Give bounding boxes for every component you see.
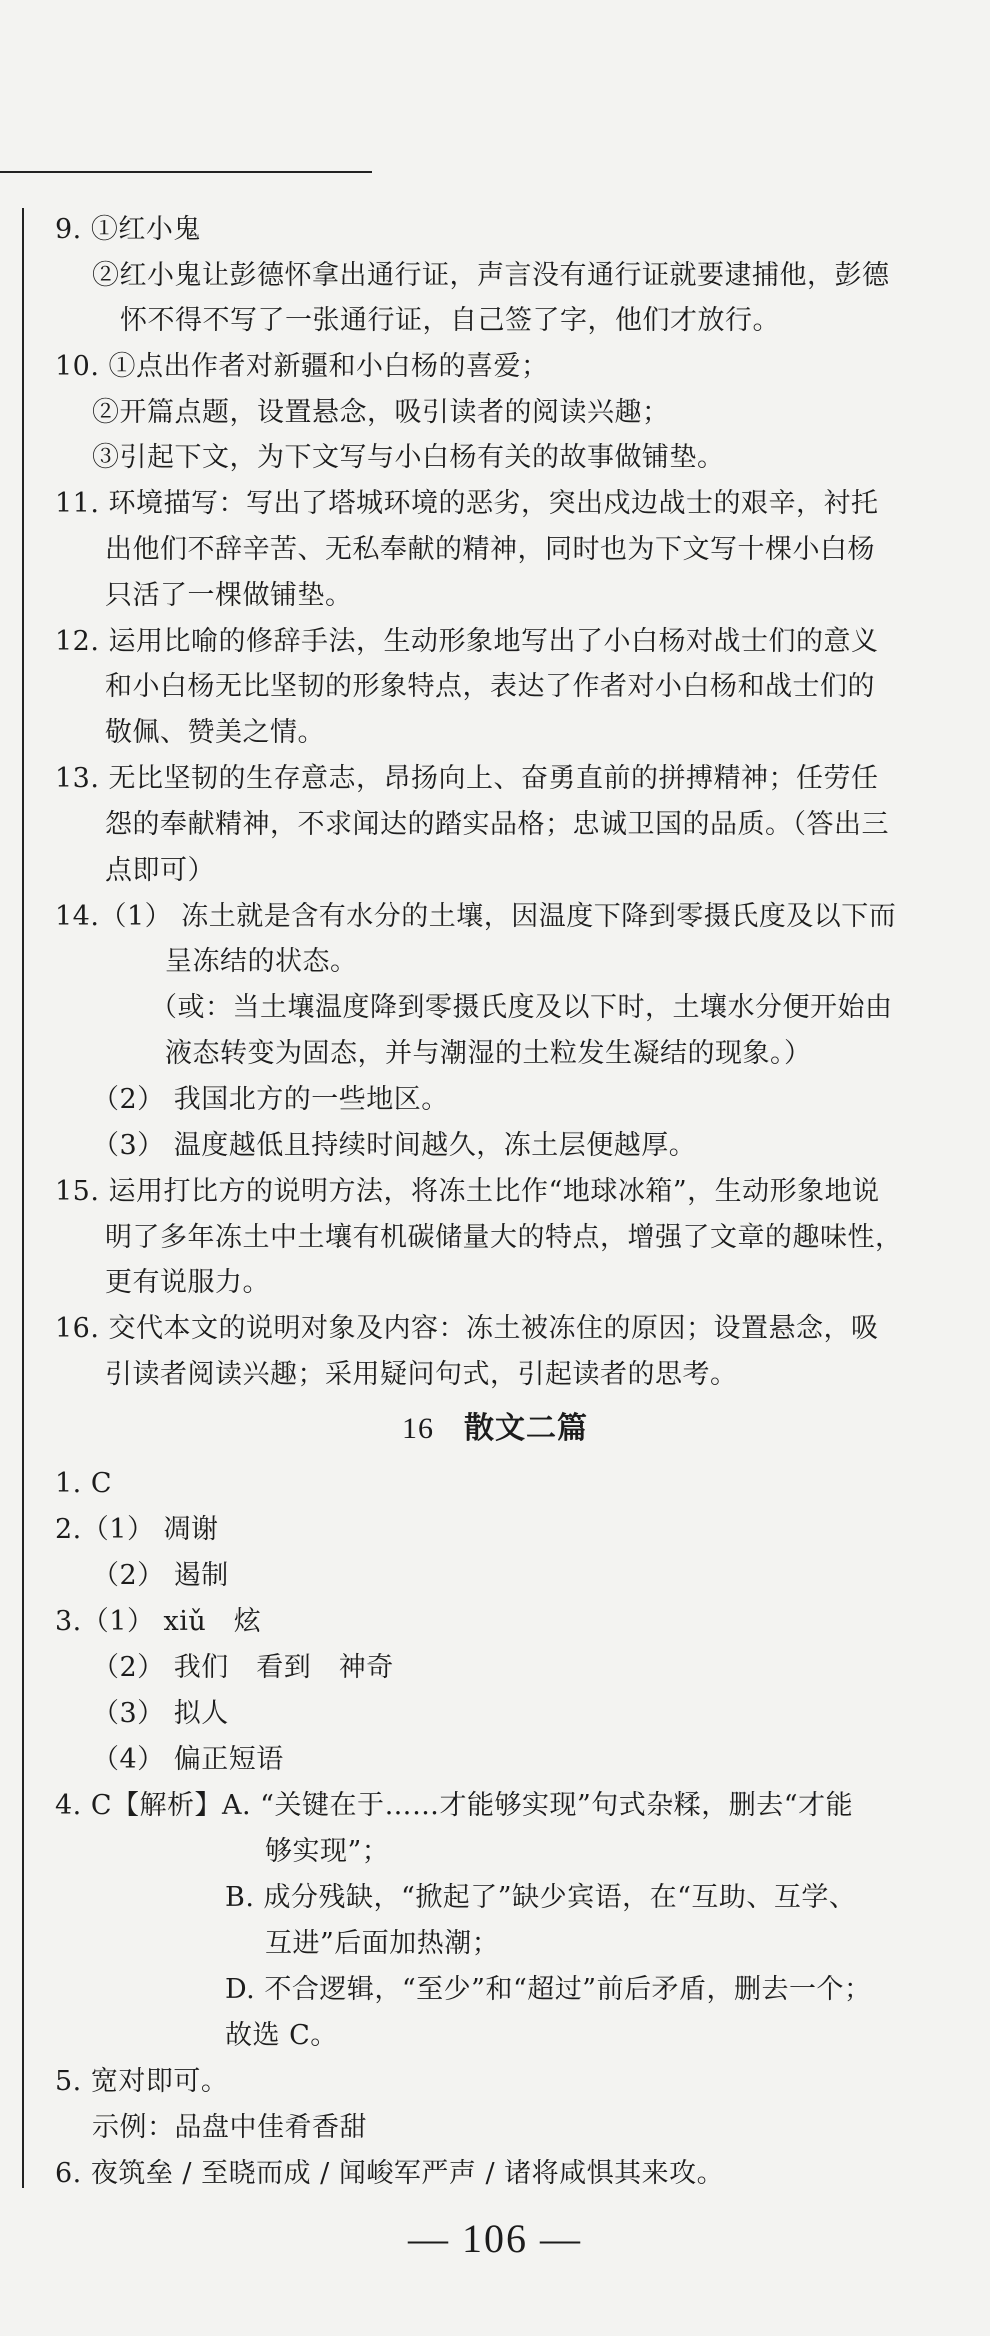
text-line: 示例：品盘中佳肴香甜 xyxy=(92,2112,367,2143)
text-line: 5. 宽对即可。 xyxy=(55,2066,229,2097)
text-line: 更有说服力。 xyxy=(105,1267,270,1298)
section-number: 16 xyxy=(402,1412,434,1445)
text-line: 16. 交代本文的说明对象及内容：冻土被冻住的原因；设置悬念，吸 xyxy=(55,1313,879,1344)
text-line: 够实现”； xyxy=(265,1836,390,1867)
text-line: （3） 拟人 xyxy=(92,1698,229,1729)
section-heading xyxy=(0,1410,990,1448)
text-line: 只活了一棵做铺垫。 xyxy=(105,580,353,611)
text-line: 11. 环境描写：写出了塔城环境的恶劣，突出戍边战士的艰辛，衬托 xyxy=(55,488,879,519)
text-line: 明了多年冻土中土壤有机碳储量大的特点，增强了文章的趣味性， xyxy=(105,1222,903,1253)
text-line: （4） 偏正短语 xyxy=(92,1744,284,1775)
text-line: 4. C【解析】A. “关键在于……才能够实现”句式杂糅，删去“才能 xyxy=(55,1790,854,1821)
text-line: （或：当土壤温度降到零摄氏度及以下时，土壤水分便开始由 xyxy=(150,992,893,1023)
text-line: ③引起下文，为下文写与小白杨有关的故事做铺垫。 xyxy=(92,442,725,473)
text-line: 点即可） xyxy=(105,855,215,886)
text-line: （2） 我国北方的一些地区。 xyxy=(92,1084,449,1115)
top-divider xyxy=(0,171,372,173)
text-line: 6. 夜筑垒 / 至晓而成 / 闻峻军严声 / 诸将咸惧其来攻。 xyxy=(55,2158,725,2189)
text-line: 液态转变为固态，并与潮湿的土粒发生凝结的现象。） xyxy=(165,1038,812,1069)
text-line: 怀不得不写了一张通行证，自己签了字，他们才放行。 xyxy=(120,305,780,336)
text-line: 和小白杨无比坚韧的形象特点，表达了作者对小白杨和战士们的 xyxy=(105,671,875,702)
text-line: 互进”后面加热潮； xyxy=(265,1928,500,1959)
text-line: B. 成分残缺，“掀起了”缺少宾语，在“互助、互学、 xyxy=(225,1882,857,1913)
text-line: 14.（1） 冻土就是含有水分的土壤，因温度下降到零摄氏度及以下而 xyxy=(55,901,897,932)
text-line: 13. 无比坚韧的生存意志，昂扬向上、奋勇直前的拼搏精神；任劳任 xyxy=(55,763,879,794)
section-title: 散文二篇 xyxy=(464,1411,588,1446)
text-line: （2） 我们 看到 神奇 xyxy=(92,1652,394,1683)
text-line: 12. 运用比喻的修辞手法，生动形象地写出了小白杨对战士们的意义 xyxy=(55,626,879,657)
text-line: 故选 C。 xyxy=(225,2020,338,2051)
page-number: — 106 — xyxy=(408,2216,582,2261)
left-margin-rule xyxy=(22,208,24,2188)
text-line: 3.（1） xiǔ 炫 xyxy=(55,1606,262,1637)
text-line: D. 不合逻辑，“至少”和“超过”前后矛盾，删去一个； xyxy=(225,1974,872,2005)
text-line: 敬佩、赞美之情。 xyxy=(105,717,325,748)
text-line: 10. ①点出作者对新疆和小白杨的喜爱； xyxy=(55,351,549,382)
text-line: （3） 温度越低且持续时间越久，冻土层便越厚。 xyxy=(92,1130,697,1161)
text-line: 引读者阅读兴趣；采用疑问句式，引起读者的思考。 xyxy=(105,1359,738,1390)
text-line: 15. 运用打比方的说明方法，将冻土比作“地球冰箱”，生动形象地说 xyxy=(55,1176,880,1207)
text-line: ②红小鬼让彭德怀拿出通行证，声言没有通行证就要逮捕他，彭德 xyxy=(92,260,890,291)
text-line: ②开篇点题，设置悬念，吸引读者的阅读兴趣； xyxy=(92,397,670,428)
text-line: 怨的奉献精神，不求闻达的踏实品格；忠诚卫国的品质。（答出三 xyxy=(105,809,889,840)
text-line: 1. C xyxy=(55,1468,113,1499)
text-line: 2.（1） 凋谢 xyxy=(55,1514,219,1545)
text-line: 呈冻结的状态。 xyxy=(165,946,358,977)
text-line: 9. ①红小鬼 xyxy=(55,214,201,245)
text-line: 出他们不辞辛苦、无私奉献的精神，同时也为下文写十棵小白杨 xyxy=(105,534,875,565)
text-line: （2） 遏制 xyxy=(92,1560,229,1591)
